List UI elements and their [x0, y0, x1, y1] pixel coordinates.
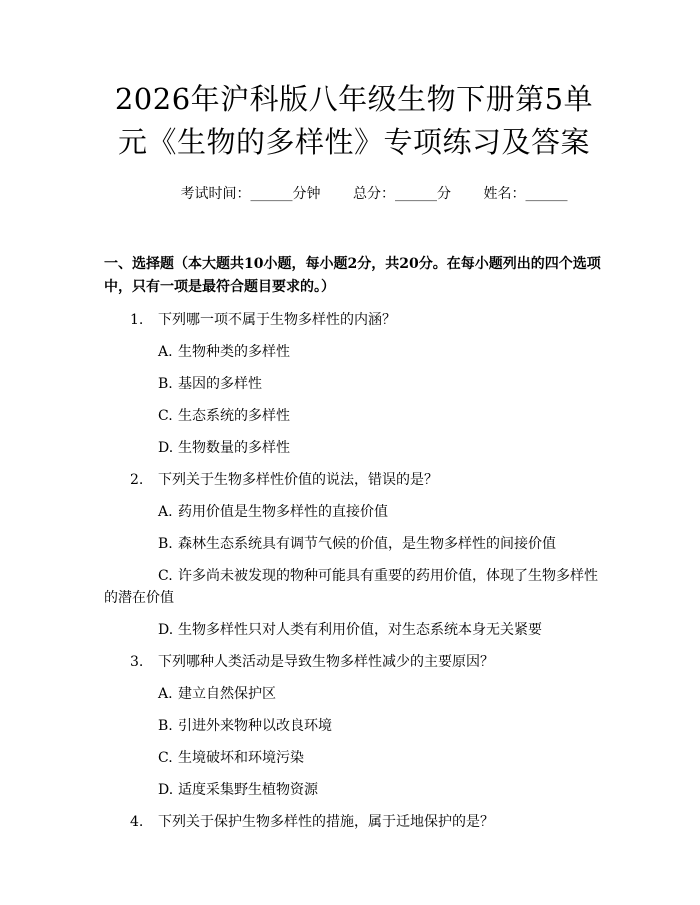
question-3: [104, 651, 604, 801]
option-a: [104, 501, 604, 523]
option-letter: C.: [158, 408, 173, 424]
option-letter: D.: [158, 622, 174, 638]
option-c: [104, 747, 604, 769]
question-stem: [104, 811, 604, 833]
question-text: 下列关于生物多样性价值的说法，错误的是？: [158, 472, 438, 488]
option-b: [104, 373, 604, 395]
option-text: 基因的多样性: [178, 376, 262, 392]
option-c: [104, 405, 604, 427]
option-text: 适度采集野生植物资源: [178, 782, 318, 798]
question-text: 下列关于保护生物多样性的措施，属于迁地保护的是？: [158, 814, 494, 830]
option-text: 建立自然保护区: [178, 686, 276, 702]
option-d: [104, 779, 604, 801]
option-letter: B.: [158, 536, 173, 552]
question-number: 1.: [130, 312, 144, 328]
question-stem: [104, 309, 604, 331]
option-text: 药用价值是生物多样性的直接价值: [178, 504, 388, 520]
question-stem: [104, 651, 604, 673]
option-text: 生物多样性只对人类有利用价值，对生态系统本身无关紧要: [178, 622, 542, 638]
question-number: 4.: [130, 814, 144, 830]
total-score-field: 总分：______分: [353, 186, 451, 202]
option-c: [104, 565, 604, 609]
option-letter: D.: [158, 440, 174, 456]
option-a: [104, 341, 604, 363]
document-title: 2026年沪科版八年级生物下册第5单元《生物的多样性》专项练习及答案: [114, 82, 594, 159]
exam-time-field: 考试时间：______分钟: [180, 186, 321, 202]
option-letter: C.: [158, 750, 173, 766]
option-text: 许多尚未被发现的物种可能具有重要的药用价值，体现了生物多样性的潜在价值: [104, 568, 598, 606]
option-text: 生境破坏和环境污染: [178, 750, 304, 766]
option-text: 生物种类的多样性: [178, 344, 290, 360]
option-text: 生态系统的多样性: [178, 408, 290, 424]
option-d: [104, 619, 604, 641]
option-text: 引进外来物种以改良环境: [178, 718, 332, 734]
question-1: [104, 309, 604, 459]
option-text: 生物数量的多样性: [178, 440, 290, 456]
option-letter: B.: [158, 376, 173, 392]
question-text: 下列哪一项不属于生物多样性的内涵？: [158, 312, 396, 328]
option-letter: A.: [158, 504, 173, 520]
option-a: [104, 683, 604, 705]
option-text: 森林生态系统具有调节气候的价值，是生物多样性的间接价值: [178, 536, 556, 552]
question-number: 2.: [130, 472, 144, 488]
question-4: [104, 811, 604, 833]
question-text: 下列哪种人类活动是导致生物多样性减少的主要原因？: [158, 654, 494, 670]
option-d: [104, 437, 604, 459]
exam-info-line: [104, 184, 604, 204]
option-b: [104, 715, 604, 737]
option-letter: A.: [158, 344, 173, 360]
option-letter: C.: [158, 568, 173, 584]
option-letter: B.: [158, 718, 173, 734]
option-letter: D.: [158, 782, 174, 798]
option-letter: A.: [158, 686, 173, 702]
question-stem: [104, 469, 604, 491]
question-number: 3.: [130, 654, 144, 670]
student-name-field: 姓名：______: [483, 186, 568, 202]
question-2: [104, 469, 604, 641]
option-b: [104, 533, 604, 555]
section-heading: 一、选择题（本大题共10小题，每小题2分，共20分。在每小题列出的四个选项中，只有一项是最符合题目要求的。）: [104, 256, 601, 295]
